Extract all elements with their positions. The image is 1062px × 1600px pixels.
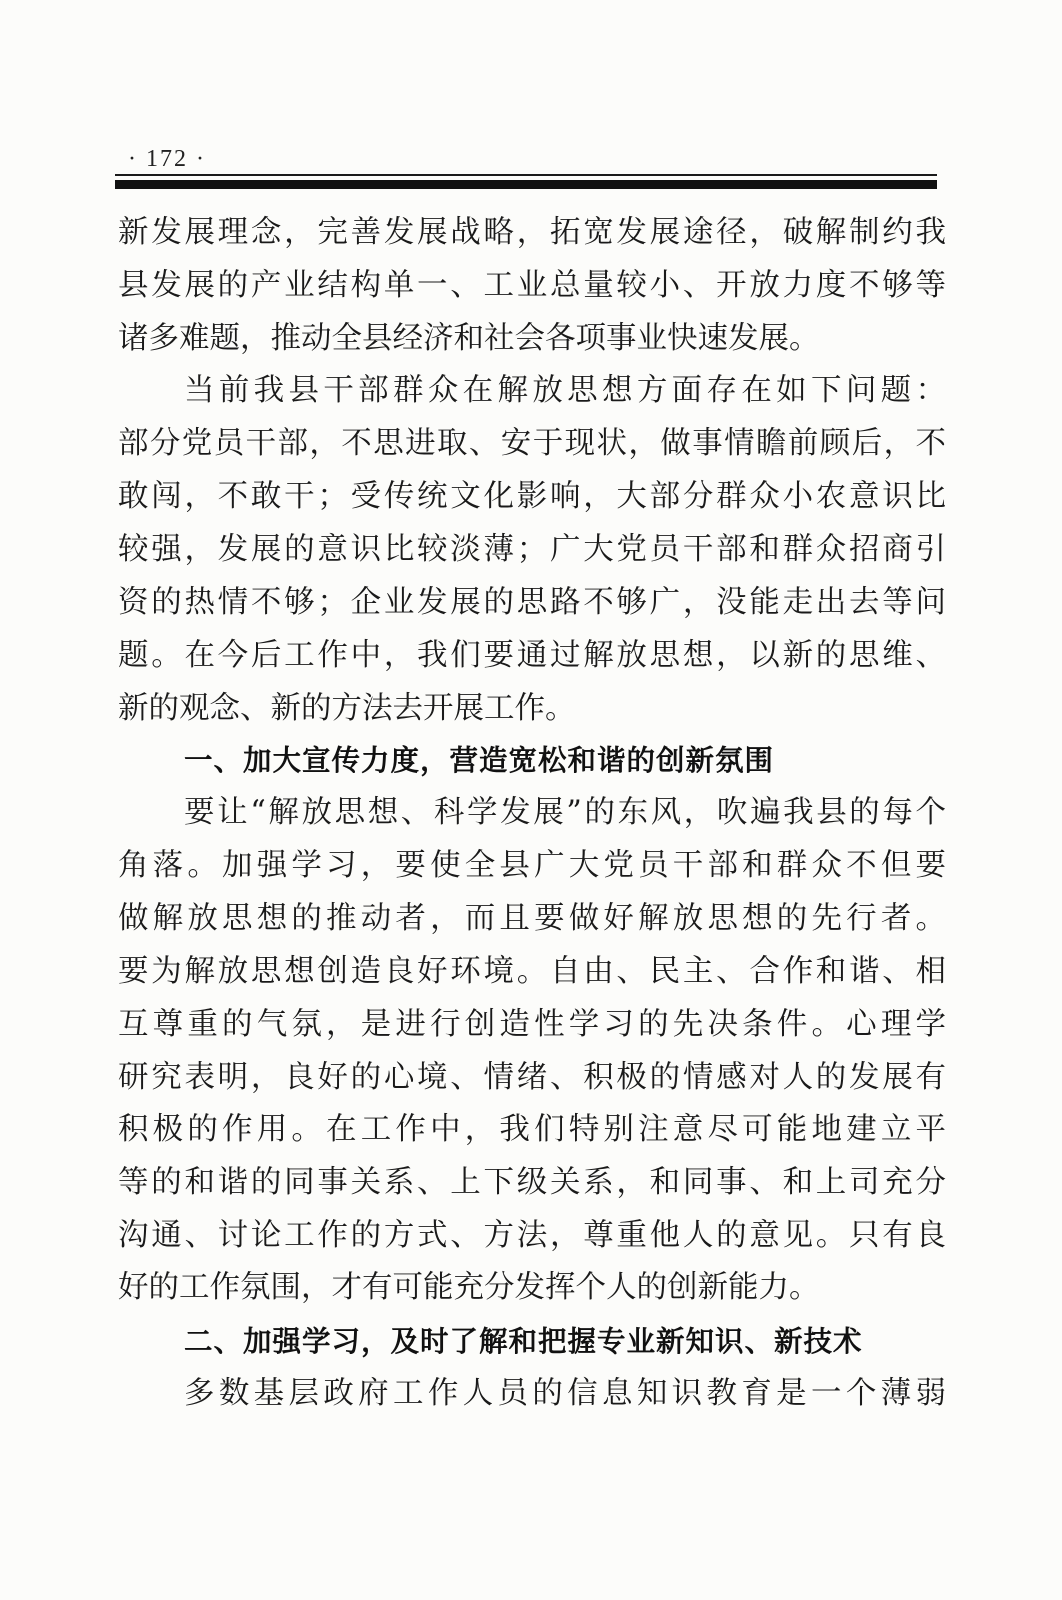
text-line-5: 部分党员干部，不思进取、安于现状，做事情瞻前顾后，不: [118, 426, 946, 461]
header-rule-thin: [115, 174, 937, 176]
paragraph-2-first-line: 当前我县干部群众在解放思想方面存在如下问题：: [184, 373, 946, 408]
paragraph-4-first-line: 多数基层政府工作人员的信息知识教育是一个薄弱: [184, 1376, 946, 1411]
text-line-17: 研究表明，良好的心境、情绪、积极的情感对人的发展有: [118, 1060, 946, 1095]
text-line-9: 题。在今后工作中，我们要通过解放思想，以新的思维、: [118, 638, 946, 673]
text-line-3: 诸多难题，推动全县经济和社会各项事业快速发展。: [118, 321, 820, 356]
section-heading-1: 一、加大宣传力度，营造宽松和谐的创新氛围: [184, 744, 775, 777]
text-line-16: 互尊重的气氛，是进行创造性学习的先决条件。心理学: [118, 1007, 946, 1042]
text-line-6: 敢闯，不敢干；受传统文化影响，大部分群众小农意识比: [118, 479, 946, 514]
text-line-2: 县发展的产业结构单一、工业总量较小、开放力度不够等: [118, 268, 946, 303]
text-line-1: 新发展理念，完善发展战略，拓宽发展途径，破解制约我: [118, 215, 946, 250]
text-line-7: 较强，发展的意识比较淡薄；广大党员干部和群众招商引: [118, 532, 946, 567]
text-line-15: 要为解放思想创造良好环境。自由、民主、合作和谐、相: [118, 954, 946, 989]
section-heading-2: 二、加强学习，及时了解和把握专业新知识、新技术: [184, 1325, 863, 1358]
text-line-10: 新的观念、新的方法去开展工作。: [118, 691, 576, 726]
text-line-8: 资的热情不够；企业发展的思路不够广，没能走出去等问: [118, 585, 946, 620]
text-line-18: 积极的作用。在工作中，我们特别注意尽可能地建立平: [118, 1112, 946, 1147]
text-line-19: 等的和谐的同事关系、上下级关系，和同事、和上司充分: [118, 1165, 946, 1200]
paragraph-3-first-line: 要让“解放思想、科学发展”的东风，吹遍我县的每个: [184, 795, 946, 830]
text-line-20: 沟通、讨论工作的方式、方法，尊重他人的意见。只有良: [118, 1218, 946, 1253]
text-line-13: 角落。加强学习，要使全县广大党员干部和群众不但要: [118, 848, 946, 883]
header-rule-thick: [115, 180, 937, 189]
text-line-14: 做解放思想的推动者，而且要做好解放思想的先行者。: [118, 901, 946, 936]
page-number: · 172 ·: [128, 146, 206, 172]
text-line-21: 好的工作氛围，才有可能充分发挥个人的创新能力。: [118, 1270, 820, 1305]
